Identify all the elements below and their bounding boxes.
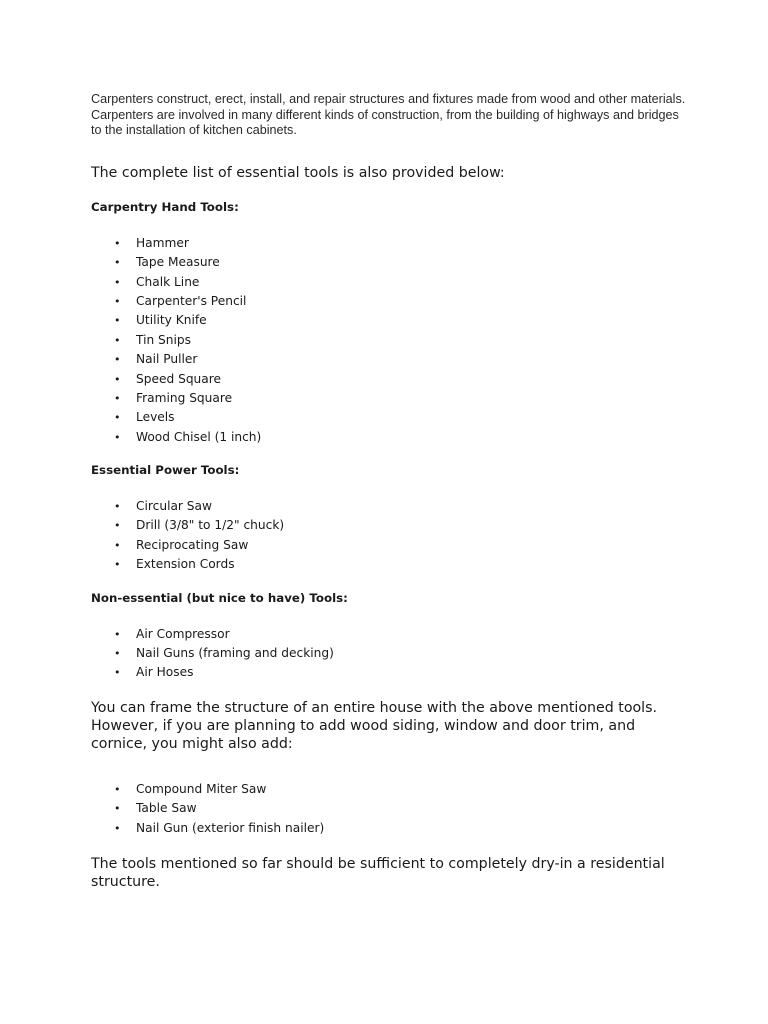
list-item: • Chalk Line	[91, 273, 691, 292]
bullet-icon: •	[114, 372, 121, 386]
list-item: • Air Compressor	[91, 625, 691, 644]
bullet-icon: •	[114, 647, 121, 661]
list-item: • Tin Snips	[91, 331, 691, 350]
list-item: • Hammer	[91, 234, 691, 253]
list-item: • Utility Knife	[91, 311, 691, 330]
bullet-icon: •	[114, 802, 121, 816]
bullet-icon: •	[114, 821, 121, 835]
bullet-icon: •	[114, 314, 121, 328]
list-item: • Nail Gun (exterior finish nailer)	[91, 819, 691, 838]
bullet-icon: •	[114, 519, 121, 533]
list-item: • Compound Miter Saw	[91, 780, 691, 799]
list-item: • Extension Cords	[91, 555, 691, 574]
intro-paragraph: Carpenters construct, erect, install, and repair structures and fixtures made from wood and other materials. Carpenters are involved in many different kinds of construction, from the building of highways and bridges to the installation of kitchen cabinets.	[91, 92, 686, 138]
list-item: • Reciprocating Saw	[91, 536, 691, 555]
list-item: • Tape Measure	[91, 253, 691, 272]
closing-paragraph: The tools mentioned so far should be sufficient to completely dry-in a residential structure.	[91, 855, 665, 890]
essential-tools-lead: The complete list of essential tools is also provided below:	[91, 164, 505, 181]
list-item: • Nail Puller	[91, 350, 691, 369]
document-page	[91, 92, 691, 891]
list-item: • Framing Square	[91, 389, 691, 408]
bullet-icon: •	[114, 782, 121, 796]
frame-paragraph: You can frame the structure of an entire house with the above mentioned tools. However, if you are planning to add wood siding, window and door trim, and cornice, you might also add:	[91, 699, 658, 752]
list-item: • Nail Guns (framing and decking)	[91, 644, 691, 663]
bullet-icon: •	[114, 627, 121, 641]
bullet-icon: •	[114, 538, 121, 552]
list-item: • Circular Saw	[91, 497, 691, 516]
bullet-icon: •	[114, 275, 121, 289]
bullet-icon: •	[114, 500, 121, 514]
power-tools-heading: Essential Power Tools:	[91, 463, 240, 478]
bullet-icon: •	[114, 353, 121, 367]
bullet-icon: •	[114, 256, 121, 270]
list-item: • Wood Chisel (1 inch)	[91, 428, 691, 447]
nice-tools-list	[91, 625, 691, 683]
list-item: • Levels	[91, 408, 691, 427]
extra-tools-list	[91, 780, 691, 838]
bullet-icon: •	[114, 333, 121, 347]
list-item: • Air Hoses	[91, 663, 691, 682]
power-tools-list	[91, 497, 691, 575]
bullet-icon: •	[114, 294, 121, 308]
bullet-icon: •	[114, 430, 121, 444]
list-item: • Speed Square	[91, 370, 691, 389]
bullet-icon: •	[114, 558, 121, 572]
bullet-icon: •	[114, 666, 121, 680]
hand-tools-list	[91, 234, 691, 447]
list-item: • Table Saw	[91, 799, 691, 818]
bullet-icon: •	[114, 411, 121, 425]
list-item: • Carpenter's Pencil	[91, 292, 691, 311]
bullet-icon: •	[114, 391, 121, 405]
bullet-icon: •	[114, 236, 121, 250]
hand-tools-heading: Carpentry Hand Tools:	[91, 199, 239, 214]
nice-tools-heading: Non-essential (but nice to have) Tools:	[91, 590, 348, 605]
list-item: • Drill (3/8" to 1/2" chuck)	[91, 516, 691, 535]
